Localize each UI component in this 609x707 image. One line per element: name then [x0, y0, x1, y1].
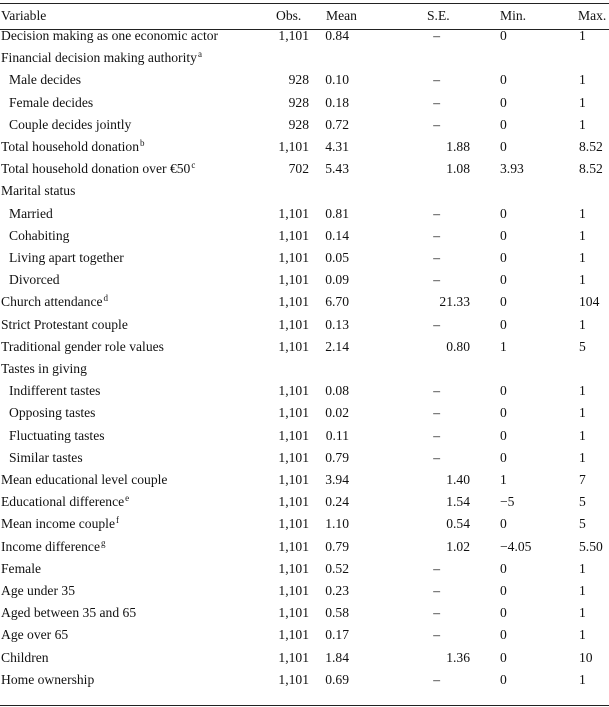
cell-se: – — [433, 205, 440, 221]
cell-max: 1 — [579, 583, 586, 598]
cell-mean: 6.70 — [325, 294, 349, 310]
cell-mean: 1.84 — [325, 649, 349, 665]
row-label — [9, 247, 124, 269]
row-label — [1, 647, 49, 669]
cell-mean: 0.69 — [325, 671, 349, 687]
header-row — [0, 5, 609, 27]
cell-min: 0 — [500, 560, 507, 576]
row-label — [1, 180, 75, 202]
cell-min: 0 — [500, 671, 507, 687]
cell-max: 5 — [579, 338, 586, 354]
top-rule — [0, 3, 609, 4]
cell-min: 0 — [500, 316, 507, 332]
cell-mean: 5.43 — [325, 161, 349, 177]
row-label — [9, 269, 60, 291]
cell-se: – — [433, 427, 440, 443]
table-row — [0, 314, 609, 336]
cell-obs: 1,101 — [278, 405, 309, 421]
row-label — [1, 558, 41, 580]
cell-mean: 0.10 — [325, 72, 349, 88]
row-label — [1, 336, 164, 358]
cell-se: 1.36 — [446, 649, 470, 665]
cell-se: – — [433, 583, 440, 598]
header-se: S.E. — [427, 8, 450, 23]
cell-min: 0 — [500, 516, 507, 532]
cell-min: 0 — [500, 205, 507, 221]
row-label-text: Age over 65 — [1, 627, 69, 643]
row-label-text: Children — [1, 649, 49, 665]
cell-max: 1 — [579, 383, 586, 399]
footnote-marker: d — [103, 293, 109, 304]
row-label — [9, 92, 93, 114]
cell-obs: 1,101 — [278, 472, 309, 487]
table-row — [0, 580, 609, 602]
cell-max: 1 — [579, 94, 586, 110]
cell-mean: 0.24 — [325, 494, 349, 510]
cell-se: – — [433, 383, 440, 399]
row-label-text: Total household donation — [1, 139, 139, 154]
row-label — [1, 158, 195, 180]
row-label-text: Similar tastes — [9, 449, 83, 465]
cell-max: 1 — [579, 560, 586, 576]
row-label-text: Church attendance — [1, 294, 103, 310]
cell-obs: 1,101 — [278, 227, 309, 243]
table-row — [0, 203, 609, 225]
cell-obs: 1,101 — [278, 538, 309, 554]
table-row — [0, 69, 609, 91]
row-label-text: Home ownership — [1, 671, 95, 687]
cell-mean: 4.31 — [325, 139, 349, 154]
cell-mean: 0.81 — [325, 205, 349, 221]
cell-min: 0 — [500, 627, 507, 643]
cell-obs: 1,101 — [278, 316, 309, 332]
cell-max: 1 — [579, 405, 586, 421]
header-variable: Variable — [1, 8, 47, 23]
cell-mean: 2.14 — [325, 338, 349, 354]
table-row — [0, 402, 609, 424]
row-label-text: Marital status — [1, 183, 76, 199]
cell-max: 1 — [579, 272, 586, 288]
cell-obs: 1,101 — [278, 605, 309, 621]
table-row — [0, 114, 609, 136]
cell-max: 1 — [579, 28, 586, 43]
row-label-text: Aged between 35 and 65 — [1, 605, 137, 621]
row-label — [1, 491, 129, 513]
row-label — [1, 314, 128, 336]
row-label-text: Cohabiting — [9, 227, 70, 243]
cell-min: 0 — [500, 227, 507, 243]
cell-mean: 0.13 — [325, 316, 349, 332]
cell-min: 3.93 — [500, 161, 524, 177]
cell-max: 104 — [579, 294, 600, 310]
cell-min: 0 — [500, 72, 507, 88]
cell-obs: 928 — [288, 116, 309, 132]
cell-se: – — [433, 28, 440, 43]
table-row — [0, 269, 609, 291]
row-label-text: Female decides — [9, 94, 94, 110]
cell-max: 1 — [579, 671, 586, 687]
table-row — [0, 291, 609, 313]
cell-obs: 1,101 — [278, 139, 309, 154]
footnote-marker: b — [140, 138, 145, 148]
row-label-text: Age under 35 — [1, 583, 75, 598]
table-row — [0, 358, 609, 380]
row-label-text: Mean educational level couple — [1, 472, 168, 487]
cell-se: – — [433, 72, 440, 88]
cell-mean: 0.79 — [325, 449, 349, 465]
row-label-text: Living apart together — [9, 250, 124, 265]
cell-min: 0 — [500, 250, 507, 265]
cell-obs: 928 — [288, 94, 309, 110]
row-label — [1, 136, 145, 158]
cell-min: 0 — [500, 427, 507, 443]
row-label — [9, 203, 53, 225]
cell-obs: 702 — [288, 161, 309, 177]
cell-mean: 0.52 — [325, 560, 349, 576]
cell-se: – — [433, 94, 440, 110]
footnote-marker: c — [191, 160, 196, 171]
cell-obs: 1,101 — [278, 205, 309, 221]
cell-se: 21.33 — [439, 294, 470, 310]
header-max: Max. — [578, 8, 607, 23]
cell-min: 0 — [500, 116, 507, 132]
cell-se: 1.88 — [446, 139, 470, 154]
bottom-rule — [0, 705, 609, 706]
table-row — [0, 136, 609, 158]
cell-mean: 0.05 — [325, 250, 349, 265]
row-label — [1, 624, 68, 646]
cell-max: 1 — [579, 605, 586, 621]
cell-mean: 0.08 — [325, 383, 349, 399]
cell-min: 0 — [500, 405, 507, 421]
cell-max: 1 — [579, 627, 586, 643]
cell-se: 1.40 — [446, 472, 470, 487]
row-label-text: Fluctuating tastes — [9, 427, 105, 443]
cell-max: 5.50 — [579, 538, 603, 554]
footnote-marker: a — [197, 49, 202, 60]
cell-min: 0 — [500, 272, 507, 288]
cell-max: 1 — [579, 116, 586, 132]
row-label — [1, 25, 218, 47]
row-label-text: Indifferent tastes — [9, 383, 101, 399]
cell-obs: 1,101 — [278, 494, 309, 510]
cell-max: 1 — [579, 72, 586, 88]
row-label-text: Financial decision making authority — [1, 50, 197, 66]
cell-obs: 928 — [288, 72, 309, 88]
row-label — [9, 114, 131, 136]
cell-mean: 1.10 — [325, 516, 349, 532]
row-label-text: Mean income couple — [1, 516, 115, 532]
cell-se: – — [433, 227, 440, 243]
row-label — [9, 69, 81, 91]
row-label-text: Married — [9, 205, 53, 221]
cell-mean: 0.18 — [325, 94, 349, 110]
cell-max: 1 — [579, 250, 586, 265]
cell-se: – — [433, 560, 440, 576]
cell-mean: 0.23 — [325, 583, 349, 598]
row-label-text: Educational difference — [1, 494, 125, 510]
cell-se: – — [433, 605, 440, 621]
table-row — [0, 47, 609, 69]
footnote-marker: g — [101, 537, 106, 548]
header-min: Min. — [500, 8, 527, 23]
row-label — [1, 669, 94, 691]
cell-obs: 1,101 — [278, 560, 309, 576]
row-label — [9, 425, 105, 447]
cell-max: 1 — [579, 449, 586, 465]
row-label — [1, 469, 167, 491]
cell-min: 0 — [500, 94, 507, 110]
cell-min: 0 — [500, 583, 507, 598]
cell-se: – — [433, 627, 440, 643]
table-row — [0, 513, 609, 535]
cell-max: 10 — [579, 649, 593, 665]
cell-max: 1 — [579, 227, 586, 243]
cell-mean: 3.94 — [325, 472, 349, 487]
table-row — [0, 536, 609, 558]
row-label — [1, 580, 75, 602]
row-label-text: Strict Protestant couple — [1, 316, 128, 332]
table-row — [0, 225, 609, 247]
cell-obs: 1,101 — [278, 449, 309, 465]
cell-se: – — [433, 116, 440, 132]
row-label — [1, 513, 119, 535]
row-label-text: Tastes in giving — [1, 361, 87, 376]
table-row — [0, 469, 609, 491]
row-label — [9, 380, 100, 402]
table-row — [0, 647, 609, 669]
table-row — [0, 558, 609, 580]
cell-obs: 1,101 — [278, 383, 309, 399]
cell-mean: 0.17 — [325, 627, 349, 643]
cell-obs: 1,101 — [278, 671, 309, 687]
table-row — [0, 624, 609, 646]
row-label — [1, 536, 106, 558]
cell-max: 7 — [579, 472, 586, 487]
cell-obs: 1,101 — [278, 338, 309, 354]
cell-se: – — [433, 316, 440, 332]
cell-se: – — [433, 671, 440, 687]
row-label-text: Opposing tastes — [9, 405, 96, 421]
cell-mean: 0.14 — [325, 227, 349, 243]
cell-max: 5 — [579, 516, 586, 532]
cell-min: −4.05 — [500, 538, 532, 554]
cell-obs: 1,101 — [278, 272, 309, 288]
header-obs: Obs. — [276, 8, 302, 23]
table-row — [0, 425, 609, 447]
cell-max: 8.52 — [579, 139, 603, 154]
cell-max: 1 — [579, 205, 586, 221]
table-row — [0, 158, 609, 180]
cell-obs: 1,101 — [278, 627, 309, 643]
cell-se: 0.54 — [446, 516, 470, 532]
cell-max: 1 — [579, 427, 586, 443]
cell-max: 1 — [579, 316, 586, 332]
row-label — [1, 291, 108, 313]
cell-min: 0 — [500, 605, 507, 621]
cell-se: 1.02 — [446, 538, 470, 554]
cell-max: 5 — [579, 494, 586, 510]
table-row — [0, 491, 609, 513]
cell-min: 0 — [500, 139, 507, 154]
row-label-text: Income difference — [1, 538, 100, 554]
cell-mean: 0.11 — [325, 427, 349, 443]
cell-obs: 1,101 — [278, 250, 309, 265]
row-label-text: Couple decides jointly — [9, 116, 132, 132]
cell-max: 8.52 — [579, 161, 603, 177]
cell-obs: 1,101 — [278, 583, 309, 598]
cell-se: 0.80 — [446, 338, 470, 354]
cell-min: 1 — [500, 472, 507, 487]
table-row — [0, 180, 609, 202]
row-label — [9, 225, 69, 247]
row-label-text: Decision making as one economic actor — [1, 28, 219, 43]
row-label-text: Traditional gender role values — [1, 338, 164, 354]
footnote-marker: f — [116, 515, 119, 526]
table-row — [0, 247, 609, 269]
row-label-text: Male decides — [9, 72, 82, 88]
cell-obs: 1,101 — [278, 28, 309, 43]
cell-se: – — [433, 272, 440, 288]
cell-se: – — [433, 405, 440, 421]
table-row — [0, 92, 609, 114]
cell-se: – — [433, 250, 440, 265]
table-row — [0, 669, 609, 691]
cell-min: −5 — [500, 494, 515, 510]
cell-se: 1.08 — [446, 161, 470, 177]
cell-mean: 0.84 — [325, 28, 349, 43]
cell-se: 1.54 — [446, 494, 470, 510]
row-label — [9, 447, 83, 469]
table-row — [0, 336, 609, 358]
cell-obs: 1,101 — [278, 294, 309, 310]
cell-min: 1 — [500, 338, 507, 354]
row-label-text: Female — [1, 560, 42, 576]
table-row — [0, 602, 609, 624]
row-label — [1, 358, 87, 380]
cell-mean: 0.79 — [325, 538, 349, 554]
header-mean: Mean — [326, 8, 357, 23]
row-label-text: Total household donation over €50 — [1, 161, 191, 177]
cell-mean: 0.09 — [325, 272, 349, 288]
table-row — [0, 447, 609, 469]
cell-se: – — [433, 449, 440, 465]
cell-obs: 1,101 — [278, 649, 309, 665]
cell-mean: 0.72 — [325, 116, 349, 132]
row-label — [1, 602, 136, 624]
row-label — [9, 402, 95, 424]
row-label-text: Divorced — [9, 272, 60, 288]
cell-min: 0 — [500, 649, 507, 665]
row-label — [1, 47, 202, 69]
cell-obs: 1,101 — [278, 516, 309, 532]
table-row — [0, 25, 609, 47]
cell-obs: 1,101 — [278, 427, 309, 443]
cell-min: 0 — [500, 449, 507, 465]
cell-mean: 0.02 — [325, 405, 349, 421]
cell-min: 0 — [500, 28, 507, 43]
cell-min: 0 — [500, 383, 507, 399]
footnote-marker: e — [125, 493, 130, 504]
cell-min: 0 — [500, 294, 507, 310]
cell-mean: 0.58 — [325, 605, 349, 621]
table-row — [0, 380, 609, 402]
